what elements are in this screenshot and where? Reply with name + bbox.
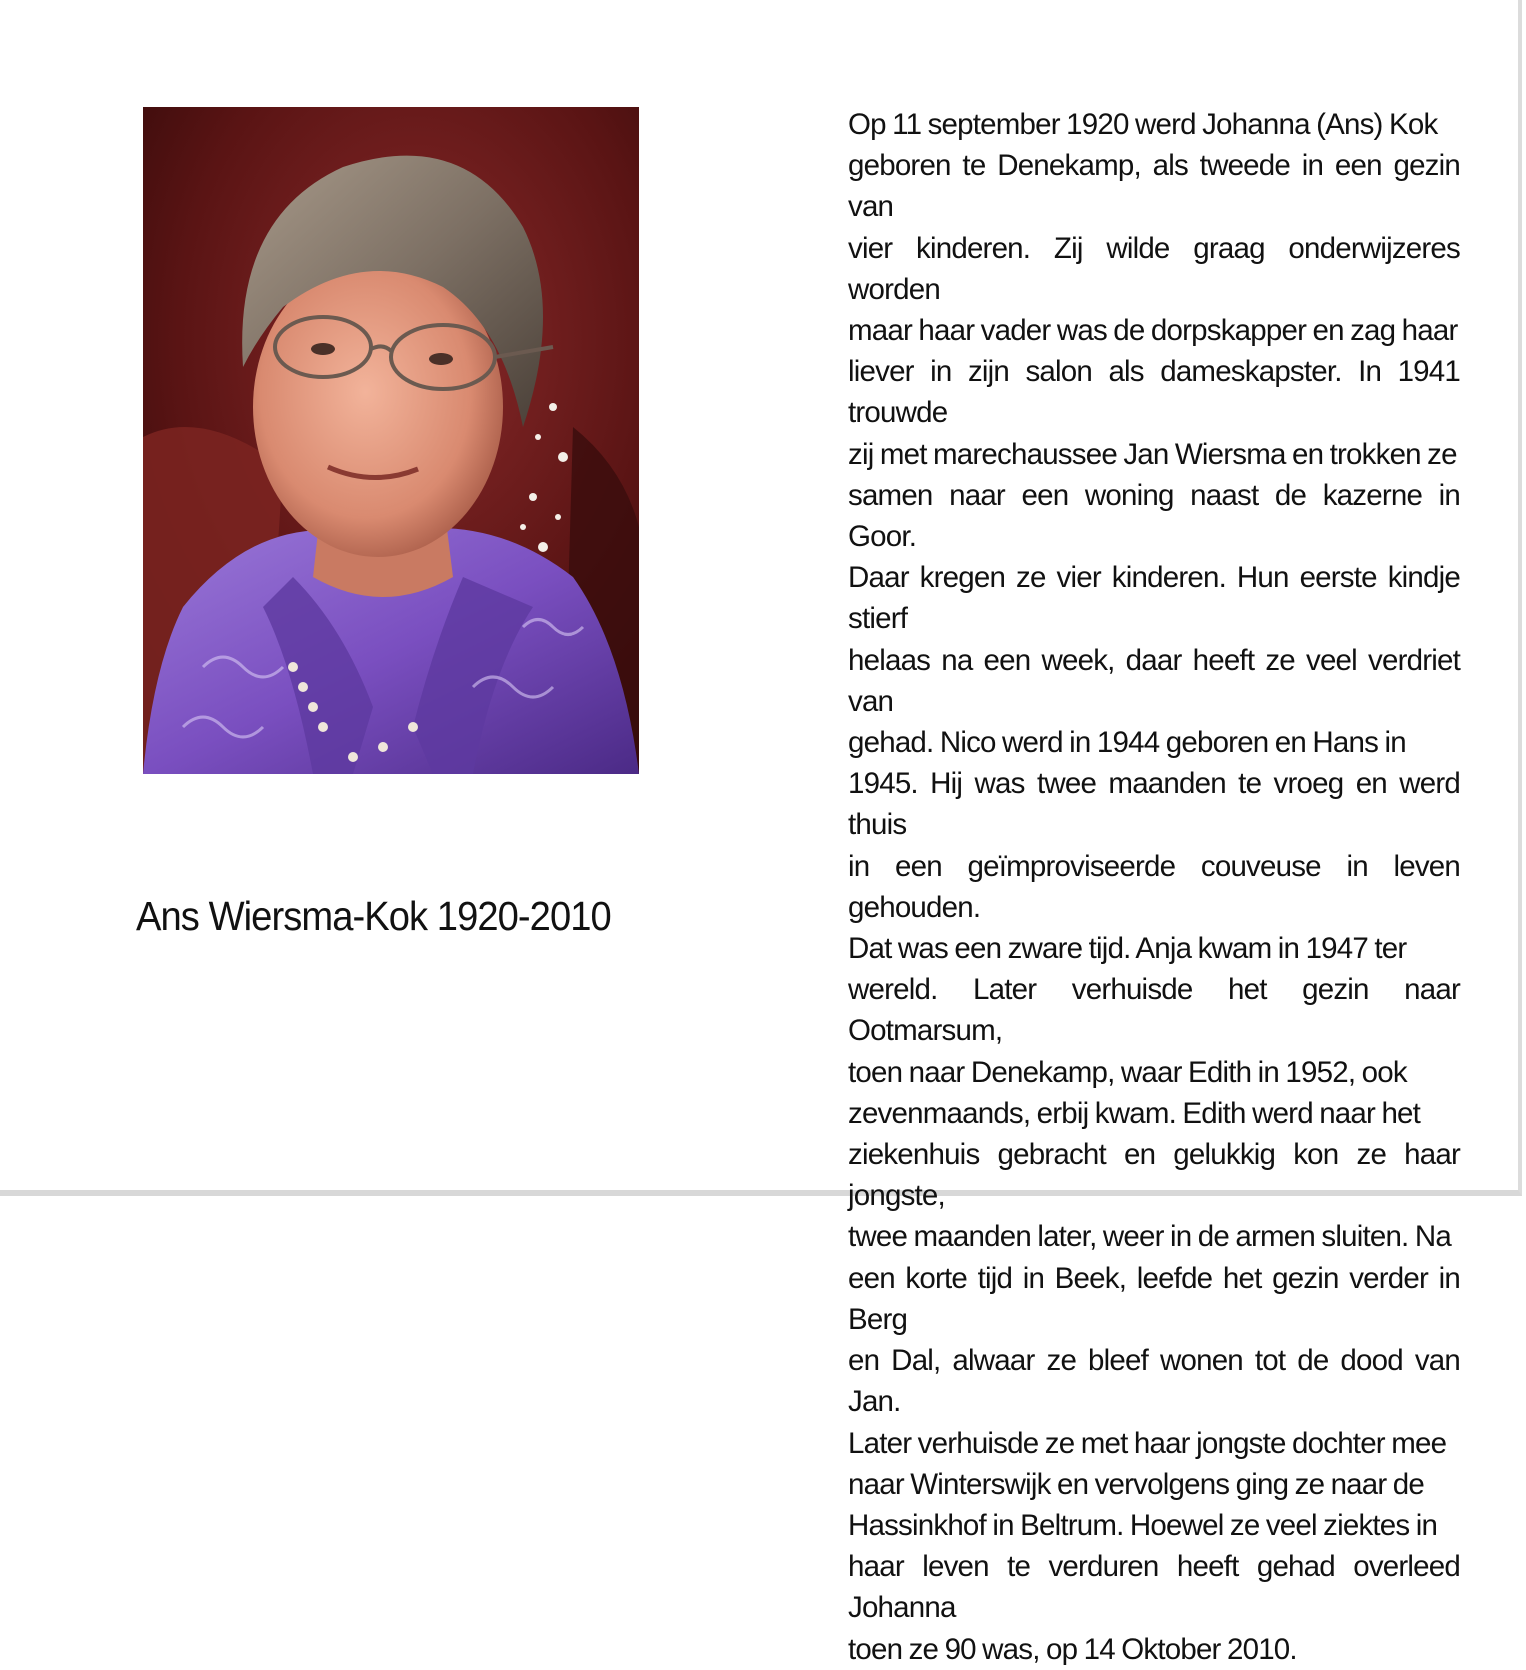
bio-line: ziekenhuis gebracht en gelukkig kon ze haar jongste, <box>848 1138 1460 1213</box>
portrait-photo <box>143 107 639 774</box>
name-and-years: Ans Wiersma-Kok 1920-2010 <box>136 893 611 939</box>
bio-line: in een geïmproviseerde couveuse in leven gehouden. <box>848 849 1460 924</box>
bio-line: toen ze 90 was, op 14 Oktober 2010. <box>848 1632 1297 1666</box>
bio-line: maar haar vader was de dorpskapper en zag haar <box>848 314 1458 348</box>
bio-line: en Dal, alwaar ze bleef wonen tot de dood van Jan. <box>848 1344 1460 1419</box>
bio-line: geboren te Denekamp, als tweede in een gezin van <box>848 149 1460 224</box>
bio-line: twee maanden later, weer in de armen sluiten. Na <box>848 1220 1451 1254</box>
bio-line: 1945. Hij was twee maanden te vroeg en werd thuis <box>848 767 1460 842</box>
bio-line: zevenmaands, erbij kwam. Edith werd naar het <box>848 1096 1421 1130</box>
bio-line: toen naar Denekamp, waar Edith in 1952, ook <box>848 1055 1407 1089</box>
bio-line: haar leven te verduren heeft gehad overleed Johanna <box>848 1550 1460 1625</box>
bio-line: liever in zijn salon als dameskapster. In 1941 trouwde <box>848 355 1460 430</box>
bio-line: helaas na een week, daar heeft ze veel verdriet van <box>848 643 1460 718</box>
bio-line: Daar kregen ze vier kinderen. Hun eerste kindje stierf <box>848 561 1460 636</box>
bio-line: Dat was een zware tijd. Anja kwam in 1947 ter <box>848 932 1407 966</box>
bio-line: naar Winterswijk en vervolgens ging ze naar de <box>848 1467 1425 1501</box>
bio-line: zij met marechaussee Jan Wiersma en trokken ze <box>848 437 1457 471</box>
bio-line: Op 11 september 1920 werd Johanna (Ans) Kok <box>848 108 1438 141</box>
bio-line: gehad. Nico werd in 1944 geboren en Hans in <box>848 726 1406 760</box>
bio-line: vier kinderen. Zij wilde graag onderwijzeres worden <box>848 231 1460 306</box>
bio-line: samen naar een woning naast de kazerne in Goor. <box>848 478 1460 554</box>
bio-line: Hassinkhof in Beltrum. Hoewel ze veel ziektes in <box>848 1508 1438 1542</box>
bio-line: Later verhuisde ze met haar jongste dochter mee <box>848 1426 1447 1460</box>
bio-line: een korte tijd in Beek, leefde het gezin verder in Berg <box>848 1261 1460 1336</box>
biography-text <box>848 104 1460 1670</box>
bio-line: wereld. Later verhuisde het gezin naar Ootmarsum, <box>848 973 1460 1048</box>
